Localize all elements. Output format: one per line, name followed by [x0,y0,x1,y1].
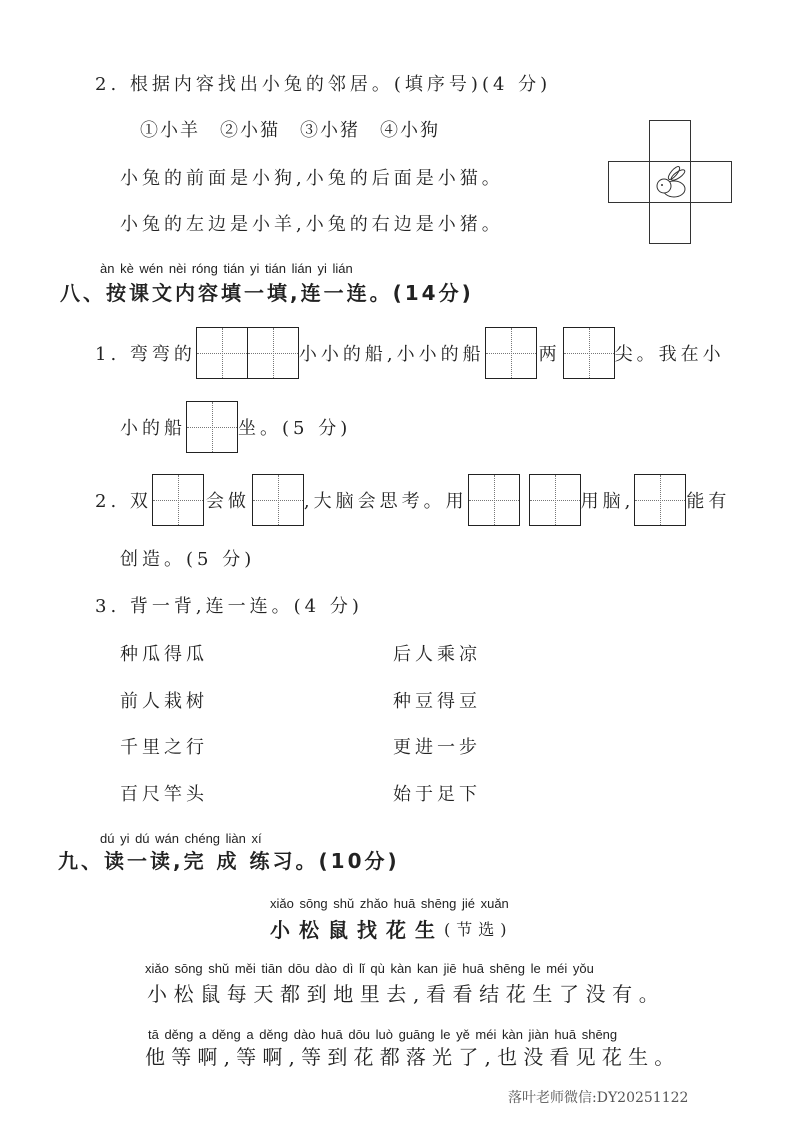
text: 2. 双 [95,491,152,512]
text: 坐。(5 分) [238,418,352,439]
match-left-1[interactable]: 种瓜得瓜 [120,644,208,665]
section-8-pinyin: àn kè wén nèi róng tián yi tián lián yi lián [100,261,353,276]
grid-cell-front[interactable] [649,120,691,162]
match-right-1[interactable]: 后人乘凉 [393,644,481,665]
passage-title-note: (节选) [444,920,513,939]
answer-box[interactable] [529,474,581,526]
grid-cell-left[interactable] [608,161,650,203]
question-2-line-1: 小兔的前面是小狗,小兔的后面是小猫。 [120,168,504,189]
answer-box[interactable] [634,474,686,526]
fill-line-2 [95,474,730,526]
answer-box[interactable] [485,327,537,379]
text: 两 [538,344,561,365]
match-left-4[interactable]: 百尺竿头 [120,784,208,805]
text: 能有 [686,491,731,512]
passage-line-1-pinyin: xiǎo sōng shǔ měi tiān dōu dào dì lǐ qù kàn kan jiē huā shēng le méi yǒu [145,961,594,976]
text: 尖。我在小 [614,344,725,365]
match-right-3[interactable]: 更进一步 [393,737,481,758]
answer-box[interactable] [252,474,304,526]
passage-title: 小松鼠找花生 [270,918,444,942]
answer-box[interactable] [152,474,204,526]
question-3-title: 3. 背一背,连一连。(4 分) [95,596,363,617]
section-8-heading: 八、按课文内容填一填,连一连。(14分) [60,281,474,305]
question-2-options: ①小羊 ②小猫 ③小猪 ④小狗 [140,120,440,141]
text: 用脑, [580,491,635,512]
text: 1. 弯弯的 [95,344,196,365]
passage-title-row [270,914,513,943]
section-9-heading: 九、读一读,完 成 练习。(10分) [58,849,400,873]
answer-box[interactable] [186,401,238,453]
passage-line-2: 他等啊,等啊,等到花都落光了,也没看见花生。 [145,1045,681,1069]
question-2-line-2: 小兔的左边是小羊,小兔的右边是小猪。 [120,214,504,235]
answer-box[interactable] [196,327,299,379]
section-9-pinyin: dú yi dú wán chéng liàn xí [100,831,262,846]
match-left-2[interactable]: 前人栽树 [120,691,208,712]
text: 小的船 [120,418,186,439]
grid-cell-center [649,161,691,203]
text: 小小的船,小小的船 [298,344,485,365]
answer-box[interactable] [468,474,520,526]
fill-line-1 [95,327,725,379]
rabbit-icon [650,162,690,202]
fill-line-2b: 创造。(5 分) [120,549,256,570]
match-right-4[interactable]: 始于足下 [393,784,481,805]
grid-cell-right[interactable] [690,161,732,203]
passage-line-2-pinyin: tā děng a děng a děng dào huā dōu luò guāng le yě méi kàn jiàn huā shēng [148,1027,618,1042]
passage-title-pinyin: xiǎo sōng shǔ zhǎo huā shēng jié xuǎn [270,896,509,911]
fill-line-1b [120,401,351,453]
text: ,大脑会思考。用 [303,491,468,512]
watermark: 落叶老师微信:DY20251122 [508,1090,689,1106]
match-left-3[interactable]: 千里之行 [120,737,208,758]
question-2-title: 2. 根据内容找出小兔的邻居。(填序号)(4 分) [95,74,552,95]
answer-box[interactable] [563,327,615,379]
grid-cell-back[interactable] [649,202,691,244]
text: 会做 [205,491,250,512]
passage-line-1: 小松鼠每天都到地里去,看看结花生了没有。 [147,982,666,1006]
match-right-2[interactable]: 种豆得豆 [393,691,481,712]
